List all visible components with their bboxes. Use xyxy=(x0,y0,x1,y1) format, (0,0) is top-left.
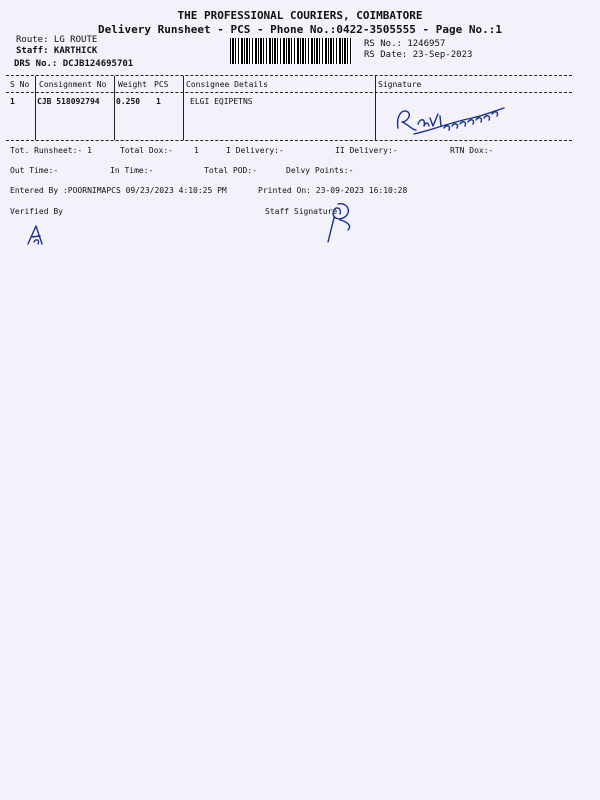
col-divider xyxy=(35,76,36,140)
col-header-consignee: Consignee Details xyxy=(186,80,268,89)
total-dox-label: Total Dox:- xyxy=(120,146,173,155)
staff-signature: Staff Signature xyxy=(265,207,338,216)
table-top-rule xyxy=(6,75,572,76)
printed-on: Printed On: 23-09-2023 16:10:28 xyxy=(258,186,408,195)
row-consignment-no: CJB 518092794 xyxy=(37,97,100,106)
table-header-rule xyxy=(6,92,572,93)
row-consignee: ELGI EQIPETNS xyxy=(190,97,253,106)
company-title: THE PROFESSIONAL COURIERS, COIMBATORE xyxy=(177,9,423,22)
col-divider xyxy=(183,76,184,140)
entered-by: Entered By :POORNIMAPCS 09/23/2023 4:10:25 PM xyxy=(10,186,227,195)
tot-runsheet: Tot. Runsheet:- 1 xyxy=(10,146,92,155)
col-divider xyxy=(114,76,115,140)
total-dox-value: 1 xyxy=(194,146,199,155)
col-divider xyxy=(375,76,376,140)
rs-date: RS Date: 23-Sep-2023 xyxy=(364,50,473,60)
delvy-points: Delvy Points:- xyxy=(286,166,354,175)
rtn-dox: RTN Dox:- xyxy=(450,146,494,155)
barcode xyxy=(230,38,352,64)
i-delivery: I Delivery:- xyxy=(226,146,284,155)
route-label: Route: LG ROUTE xyxy=(16,35,98,45)
row-weight: 0.250 xyxy=(116,97,141,106)
drs-number: DRS No.: DCJB124695701 xyxy=(14,59,134,69)
rs-number: RS No.: 1246957 xyxy=(364,39,446,49)
col-header-pcs: PCS xyxy=(154,80,169,89)
row-sno: 1 xyxy=(10,97,15,106)
staff-signature-mark xyxy=(322,200,358,246)
col-header-weight: Weight xyxy=(118,80,147,89)
staff-label: Staff: KARTHICK xyxy=(16,46,98,56)
row-pcs: 1 xyxy=(156,97,161,106)
total-pod: Total POD:- xyxy=(204,166,257,175)
col-header-consignment: Consignment No xyxy=(39,80,107,89)
receiver-signature xyxy=(392,100,512,140)
in-time: In Time:- xyxy=(110,166,154,175)
verified-by: Verified By xyxy=(10,207,63,216)
out-time: Out Time:- xyxy=(10,166,59,175)
table-bottom-rule xyxy=(6,140,572,141)
verifier-signature xyxy=(24,224,48,248)
col-header-signature: Signature xyxy=(378,80,422,89)
col-header-sno: S No xyxy=(10,80,30,89)
ii-delivery: II Delivery:- xyxy=(335,146,398,155)
runsheet-subtitle: Delivery Runsheet - PCS - Phone No.:0422-3505555 - Page No.:1 xyxy=(98,23,502,36)
